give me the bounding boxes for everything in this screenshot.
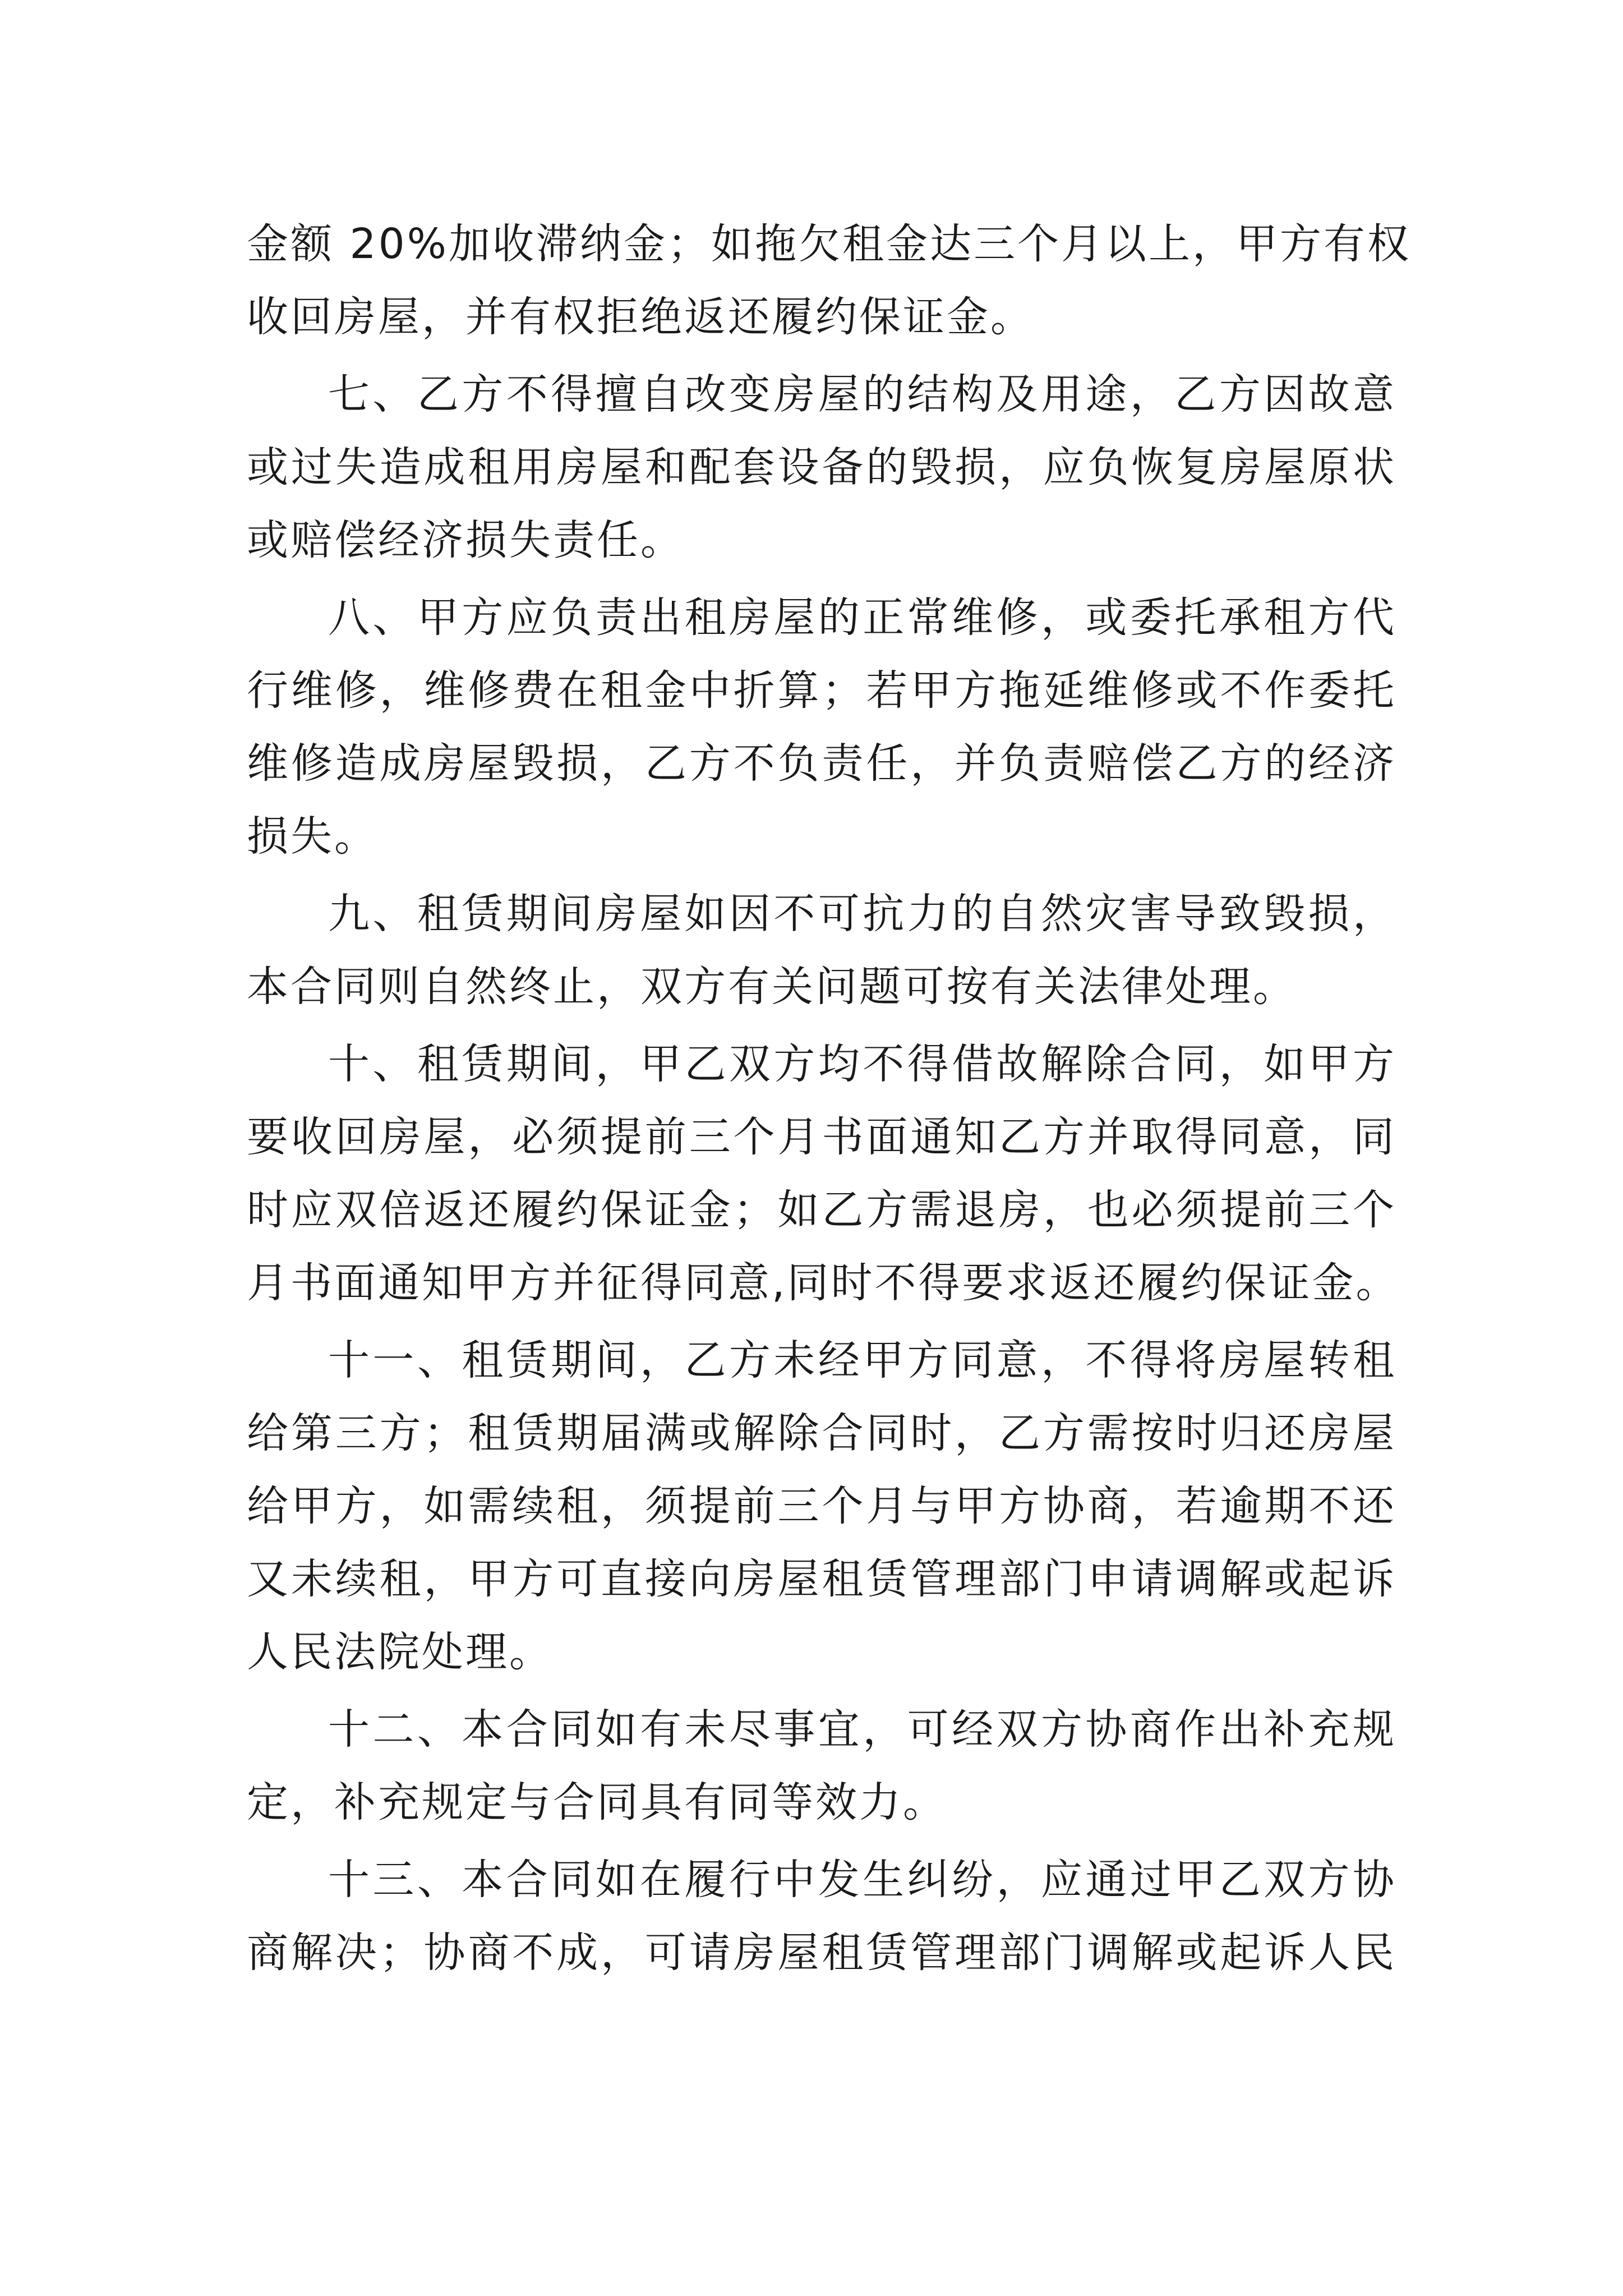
text-line: 收回房屋，并有权拒绝返还履约保证金。 bbox=[247, 293, 1034, 341]
text-line: 月书面通知甲方并征得同意,同时不得要求返还履约保证金。 bbox=[247, 1259, 1400, 1307]
text-line: 定，补充规定与合同具有同等效力。 bbox=[247, 1778, 947, 1826]
text-line: 时应双倍返还履约保证金；如乙方需退房，也必须提前三个 bbox=[247, 1186, 1396, 1234]
clause-8-start: 八、甲方应负责出租房屋的正常维修，或委托承租方代 bbox=[328, 593, 1396, 642]
text-line: 人民法院处理。 bbox=[247, 1628, 553, 1676]
text-line: 给甲方，如需续租，须提前三个月与甲方协商，若逾期不还 bbox=[247, 1482, 1396, 1530]
text-line: 损失。 bbox=[247, 812, 378, 861]
text-line: 要收回房屋，必须提前三个月书面通知乙方并取得同意，同 bbox=[247, 1113, 1396, 1161]
clause-13-start: 十三、本合同如在履行中发生纠纷，应通过甲乙双方协 bbox=[328, 1856, 1396, 1904]
text-line: 金额 20%加收滞纳金；如拖欠租金达三个月以上，甲方有权 bbox=[247, 220, 1411, 268]
text-line: 又未续租，甲方可直接向房屋租赁管理部门申请调解或起诉 bbox=[247, 1555, 1396, 1603]
clause-10-start: 十、租赁期间，甲乙双方均不得借故解除合同，如甲方 bbox=[328, 1040, 1396, 1088]
text-line: 行维修，维修费在租金中折算；若甲方拖延维修或不作委托 bbox=[247, 666, 1396, 715]
text-line: 或赔偿经济损失责任。 bbox=[247, 516, 684, 564]
text-line: 或过失造成租用房屋和配套设备的毁损，应负恢复房屋原状 bbox=[247, 443, 1396, 491]
clause-9-start: 九、租赁期间房屋如因不可抗力的自然灾害导致毁损， bbox=[328, 890, 1396, 938]
text-line: 本合同则自然终止，双方有关问题可按有关法律处理。 bbox=[247, 963, 1297, 1011]
clause-12-start: 十二、本合同如有未尽事宜，可经双方协商作出补充规 bbox=[328, 1705, 1396, 1754]
text-line: 给第三方；租赁期届满或解除合同时，乙方需按时归还房屋 bbox=[247, 1409, 1396, 1457]
text-line: 维修造成房屋毁损，乙方不负责任，并负责赔偿乙方的经济 bbox=[247, 739, 1396, 788]
text-line: 商解决；协商不成，可请房屋租赁管理部门调解或起诉人民 bbox=[247, 1929, 1396, 1977]
clause-7-start: 七、乙方不得擅自改变房屋的结构及用途，乙方因故意 bbox=[328, 370, 1396, 418]
clause-11-start: 十一、租赁期间，乙方未经甲方同意，不得将房屋转租 bbox=[328, 1336, 1396, 1384]
